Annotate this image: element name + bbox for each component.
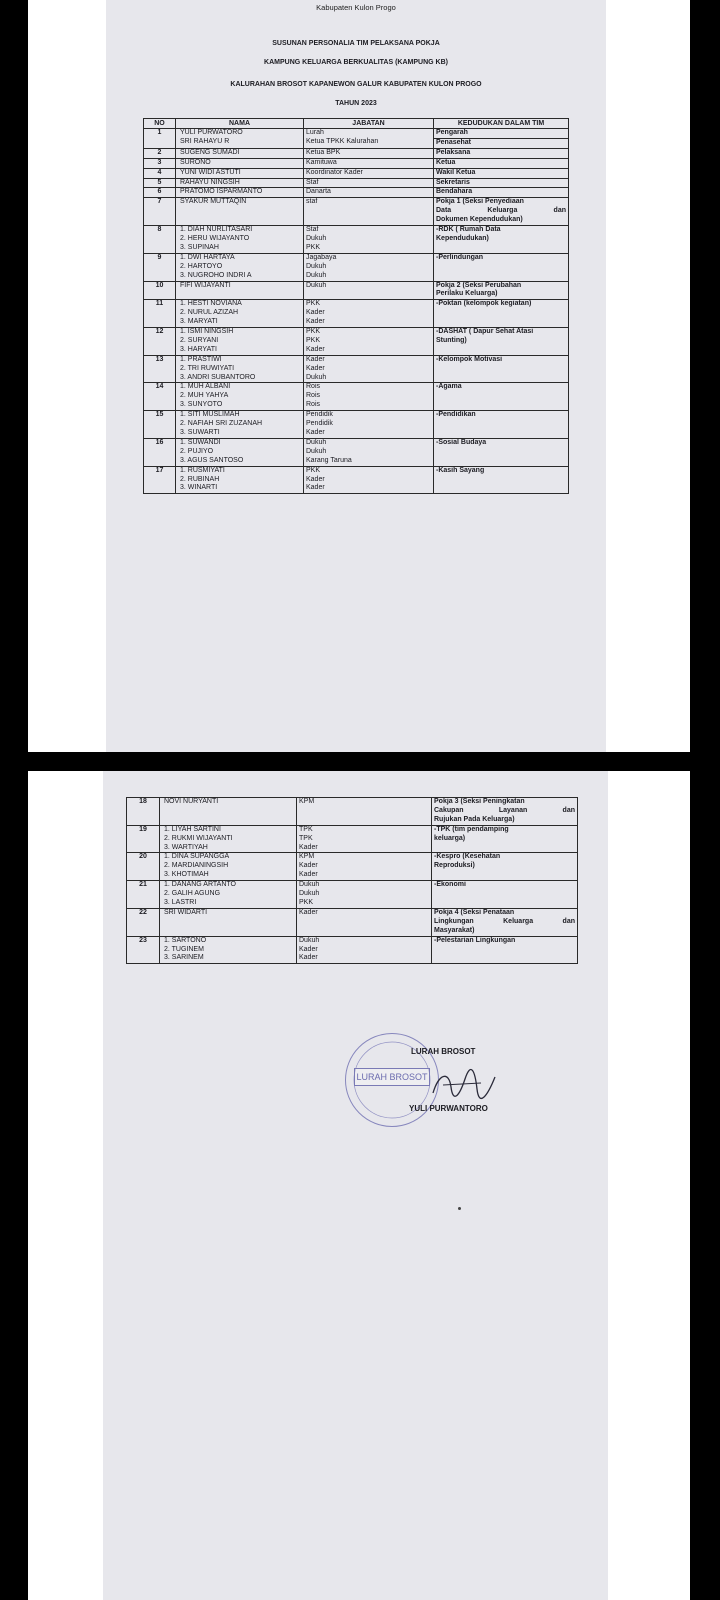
member-position: Kamituwa: [306, 158, 337, 166]
document-page-2: [28, 771, 690, 1600]
table-row: [144, 383, 569, 411]
member-position: Kader: [306, 309, 325, 317]
team-role: Pokja 4 (Seksi Penataan: [434, 908, 515, 916]
member-position: Karang Taruna: [306, 456, 352, 464]
member-name: 1. DIAH NURLITASARI: [180, 226, 253, 234]
member-name: 1. DANANG ARTANTO: [164, 881, 236, 889]
team-role: Pokja 3 (Seksi Peningkatan: [434, 798, 525, 805]
member-position: Dukuh: [306, 281, 327, 289]
member-name-cell: [160, 881, 297, 909]
table-row: [144, 355, 569, 383]
team-role-cell: [432, 881, 578, 909]
member-name-cell: [176, 148, 304, 158]
member-name-cell: [176, 466, 304, 494]
table-row: [127, 798, 578, 826]
member-position: KPM: [299, 853, 315, 861]
member-name: 3. HARYATI: [180, 345, 217, 353]
member-position: Koordinator Kader: [306, 168, 363, 176]
member-position: Staf: [306, 178, 319, 186]
row-number: 17: [144, 466, 176, 494]
member-position-cell: [297, 825, 432, 853]
member-position: Kader: [306, 429, 325, 436]
member-position: PKK: [306, 328, 321, 336]
member-name-cell: [176, 281, 304, 300]
table-row: [144, 158, 569, 168]
member-name: 3. MARYATI: [180, 318, 218, 326]
member-name: 2. NURUL AZIZAH: [180, 309, 239, 317]
member-name-cell: [176, 438, 304, 466]
paper-sheet-1: [106, 0, 606, 752]
team-role: -Perlindungan: [436, 253, 484, 261]
member-name-cell: [176, 129, 304, 149]
member-position: KPM: [299, 798, 315, 805]
table-row: [144, 281, 569, 300]
member-position: PKK: [306, 466, 321, 474]
member-name-cell: [176, 383, 304, 411]
row-number: 7: [144, 198, 176, 226]
table-body: [144, 129, 569, 494]
member-name: 1. LIYAH SARTINI: [164, 825, 221, 833]
team-role: Data Keluarga dan: [436, 207, 566, 215]
member-position: Kader: [299, 871, 318, 879]
team-role-cell: [434, 148, 569, 158]
row-number: 12: [144, 328, 176, 356]
member-position: PKK: [299, 898, 314, 906]
member-position-cell: [304, 328, 434, 356]
team-role: Ketua: [436, 158, 456, 166]
member-name: 3. ANDRI SUBANTORO: [180, 373, 256, 381]
member-position-cell: [304, 466, 434, 494]
member-name-cell: [160, 798, 297, 826]
regency-header: Kabupaten Kulon Progo: [316, 3, 396, 12]
member-name: 1. RUSMIYATI: [180, 466, 225, 474]
member-name: 3. WARTIYAH: [164, 843, 208, 851]
row-number: 9: [144, 253, 176, 281]
row-number: 22: [127, 908, 160, 936]
member-position: Rois: [306, 383, 321, 391]
member-position: Staf: [306, 226, 319, 234]
member-position-cell: [304, 300, 434, 328]
signatory-name: YULI PURWANTORO: [409, 1104, 488, 1113]
member-position: Dukuh: [299, 890, 320, 898]
member-position: Danarta: [306, 188, 331, 196]
team-role: Pokja 1 (Seksi Penyediaan: [436, 198, 524, 206]
team-role-cell: [434, 281, 569, 300]
member-position-cell: [297, 908, 432, 936]
member-position: Dukuh: [299, 881, 320, 889]
member-position-cell: [304, 383, 434, 411]
member-position: TPK: [299, 834, 313, 842]
personnel-table-1: [143, 118, 569, 494]
team-role: Kependudukan): [436, 234, 489, 242]
member-position: Dukuh: [306, 373, 327, 381]
member-position: Jagabaya: [306, 253, 337, 261]
member-position: Dukuh: [306, 271, 327, 279]
member-name: PRATOMO ISPARMANTO: [180, 188, 263, 196]
table-row: [127, 825, 578, 853]
member-position-cell: [304, 158, 434, 168]
team-role-cell: [434, 198, 569, 226]
team-role: -Ekonomi: [434, 881, 466, 889]
row-number: 23: [127, 936, 160, 964]
team-role-cell: [434, 300, 569, 328]
team-role: Bendahara: [436, 188, 473, 196]
document-location: KALURAHAN BROSOT KAPANEWON GALUR KABUPATEN KULON PROGO: [230, 81, 482, 88]
table-row: [144, 198, 569, 226]
team-role-cell: [434, 178, 569, 188]
member-position-cell: [297, 881, 432, 909]
table-row: [144, 411, 569, 439]
member-position: Kader: [299, 862, 318, 870]
member-position: Pendidik: [306, 420, 333, 428]
team-role: Dokumen Kependudukan): [436, 216, 523, 224]
team-role-cell: [434, 355, 569, 383]
team-role: -Pendidikan: [436, 411, 476, 419]
member-position: Pendidik: [306, 411, 333, 419]
member-position: PKK: [306, 300, 321, 308]
member-name: 1. SUWANDI: [180, 438, 221, 446]
column-header-no: NO: [144, 119, 176, 129]
member-name: 2. TUGINEM: [164, 945, 204, 953]
row-number: 3: [144, 158, 176, 168]
team-role-cell: [434, 328, 569, 356]
document-title: SUSUNAN PERSONALIA TIM PELAKSANA POKJA: [272, 40, 440, 47]
member-name-cell: [176, 411, 304, 439]
member-position-cell: [304, 148, 434, 158]
member-name: 2. SURYANI: [180, 336, 219, 344]
member-position: PKK: [306, 336, 321, 344]
team-role: -Kasih Sayang: [436, 466, 485, 474]
member-name: SUGENG SUMADI: [180, 148, 240, 156]
member-position: Rois: [306, 401, 321, 409]
member-position: Kader: [299, 954, 318, 962]
team-role-cell: [434, 438, 569, 466]
member-name: 2. RUBINAH: [180, 475, 220, 483]
member-name: SRI RAHAYU R: [180, 137, 230, 145]
handwritten-signature-icon: [429, 1067, 499, 1103]
table-body: [127, 798, 578, 964]
member-name: 2. TRI RUWIYATI: [180, 364, 235, 372]
column-header-nama: NAMA: [176, 119, 304, 129]
member-name: 1. DINA SUPANGGA: [164, 853, 230, 861]
signatory-title: LURAH BROSOT: [411, 1047, 476, 1056]
team-role: -Pelestarian Lingkungan: [434, 936, 516, 944]
team-role-cell: [432, 936, 578, 964]
member-name: 2. MARDIANINGSIH: [164, 862, 229, 870]
member-name: 3. SARINEM: [164, 954, 204, 962]
team-role: -TPK (tim pendamping: [434, 825, 509, 833]
member-name: 1. HESTI NOVIANA: [180, 300, 242, 308]
team-role: -Sosial Budaya: [436, 438, 487, 446]
table-row: [144, 226, 569, 254]
row-number: 13: [144, 355, 176, 383]
member-name: 2. HERU WIJAYANTO: [180, 234, 250, 242]
table-row: [144, 188, 569, 198]
member-position-cell: [304, 226, 434, 254]
team-role: Masyarakat): [434, 926, 475, 934]
member-name: 1. PRASTIWI: [180, 355, 222, 363]
member-name: 3. LASTRI: [164, 898, 197, 906]
row-number: 19: [127, 825, 160, 853]
member-name-cell: [176, 300, 304, 328]
table-row: [144, 148, 569, 158]
table-row: [144, 438, 569, 466]
member-position-cell: [304, 438, 434, 466]
member-position: Kader: [306, 345, 325, 353]
member-name-cell: [176, 158, 304, 168]
row-number: 2: [144, 148, 176, 158]
member-position-cell: [304, 411, 434, 439]
team-role-cell: [434, 188, 569, 198]
member-name: RAHAYU NINGSIH: [180, 178, 240, 186]
team-role: Pokja 2 (Seksi Perubahan: [436, 281, 522, 289]
team-role: -RDK ( Rumah Data: [436, 226, 501, 234]
team-role: Pengarah: [436, 129, 468, 136]
member-name: 2. NAFIAH SRI ZUZANAH: [180, 420, 263, 428]
member-name: 1. SITI MUSLIMAH: [180, 411, 240, 419]
member-name: 3. NUGROHO INDRI A: [180, 271, 252, 279]
member-name: 3. SUWARTI: [180, 429, 220, 436]
row-number: 21: [127, 881, 160, 909]
team-role: -DASHAT ( Dapur Sehat Atasi: [436, 328, 534, 336]
team-role-cell: [434, 383, 569, 411]
member-name: SYAKUR MUTTAQIN: [180, 198, 247, 206]
member-name: 1. SARTONO: [164, 936, 207, 944]
member-position: Dukuh: [306, 234, 327, 242]
row-number: 5: [144, 178, 176, 188]
member-name: YULI PURWATORO: [180, 129, 243, 136]
member-position: PKK: [306, 243, 321, 251]
member-position: Dukuh: [306, 438, 327, 446]
member-position: staf: [306, 198, 318, 206]
team-role-cell: [434, 411, 569, 439]
member-position-cell: [297, 798, 432, 826]
member-name: SRI WIDARTI: [164, 908, 208, 916]
member-name-cell: [160, 853, 297, 881]
row-number: 4: [144, 168, 176, 178]
team-role: keluarga): [434, 834, 466, 842]
team-role: Penasehat: [434, 138, 568, 148]
member-name: 2. MUH YAHYA: [180, 392, 229, 400]
member-name-cell: [176, 168, 304, 178]
member-position: Kader: [299, 945, 318, 953]
member-position: Dukuh: [306, 262, 327, 270]
row-number: 10: [144, 281, 176, 300]
team-role: -Kelompok Motivasi: [436, 355, 503, 363]
row-number: 18: [127, 798, 160, 826]
member-name: 3. AGUS SANTOSO: [180, 456, 244, 464]
member-name: 2. HARTOYO: [180, 262, 223, 270]
table-header-row: [144, 119, 569, 129]
member-name-cell: [176, 178, 304, 188]
row-number: 1: [144, 129, 176, 149]
table-row: [144, 168, 569, 178]
member-position: Rois: [306, 392, 321, 400]
column-header-jabatan: JABATAN: [304, 119, 434, 129]
member-name-cell: [176, 226, 304, 254]
member-position-cell: [304, 129, 434, 149]
member-name-cell: [176, 188, 304, 198]
table-row: [144, 178, 569, 188]
member-name: 2. GALIH AGUNG: [164, 890, 221, 898]
member-name: 1. MUH ALBANI: [180, 383, 231, 391]
team-role-cell: [432, 853, 578, 881]
member-position: TPK: [299, 825, 313, 833]
team-role-cell: [432, 825, 578, 853]
member-position: Kader: [306, 484, 325, 492]
member-name: 2. RUKMI WIJAYANTI: [164, 834, 233, 842]
stamp-text: LURAH BROSOT: [354, 1068, 430, 1086]
member-name: 3. KHOTIMAH: [164, 871, 209, 879]
member-name-cell: [176, 253, 304, 281]
team-role: Cakupan Layanan dan: [434, 806, 575, 814]
team-role: Stunting): [436, 336, 467, 344]
table-row: [144, 129, 569, 149]
column-header-kedudukan: KEDUDUKAN DALAM TIM: [434, 119, 569, 129]
team-role: -Kespro (Kesehatan: [434, 853, 501, 861]
member-position: Lurah: [306, 129, 324, 136]
row-number: 20: [127, 853, 160, 881]
member-position-cell: [304, 198, 434, 226]
paper-speck: [458, 1207, 461, 1210]
team-role-cell: [434, 466, 569, 494]
paper-sheet-2: [103, 771, 608, 1600]
document-year: TAHUN 2023: [335, 100, 377, 107]
member-name: SURONO: [180, 158, 211, 166]
table-row: [127, 936, 578, 964]
member-position: Kader: [306, 364, 325, 372]
table-row: [144, 466, 569, 494]
member-name-cell: [176, 355, 304, 383]
team-role: Wakil Ketua: [436, 168, 476, 176]
table-row: [127, 881, 578, 909]
member-position-cell: [304, 178, 434, 188]
team-role: Sekretaris: [436, 178, 470, 186]
member-position-cell: [297, 936, 432, 964]
personnel-table-2: [126, 797, 578, 964]
member-position-cell: [304, 168, 434, 178]
member-position-cell: [304, 281, 434, 300]
member-name: YUNI WIDI ASTUTI: [180, 168, 241, 176]
member-position: Ketua TPKK Kalurahan: [306, 137, 379, 145]
team-role-cell: [432, 908, 578, 936]
member-name: NOVI NURYANTI: [164, 798, 219, 805]
team-role-cell: [432, 798, 578, 826]
team-role: Perilaku Keluarga): [436, 290, 498, 298]
row-number: 15: [144, 411, 176, 439]
table-row: [144, 253, 569, 281]
team-role-cell: [434, 253, 569, 281]
member-name: 3. SUNYOTO: [180, 401, 223, 409]
table-row: [144, 300, 569, 328]
member-name-cell: [176, 198, 304, 226]
member-name: 1. ISMI NINGSIH: [180, 328, 234, 336]
member-position: Dukuh: [299, 936, 320, 944]
member-position: Kader: [306, 475, 325, 483]
team-role: Lingkungan Keluarga dan: [434, 917, 575, 925]
row-number: 14: [144, 383, 176, 411]
row-number: 16: [144, 438, 176, 466]
team-role-cell: [434, 226, 569, 254]
member-position: Kader: [299, 908, 318, 916]
team-role-cell: [434, 158, 569, 168]
member-name: 2. PUJIYO: [180, 447, 214, 455]
row-number: 6: [144, 188, 176, 198]
row-number: 8: [144, 226, 176, 254]
member-name: 3. WINARTI: [180, 484, 218, 492]
member-name-cell: [160, 825, 297, 853]
member-position: Kader: [306, 318, 325, 326]
team-role: -Poktan (kelompok kegiatan): [436, 300, 532, 308]
member-name-cell: [160, 936, 297, 964]
member-position: Kader: [299, 843, 318, 851]
member-name-cell: [176, 328, 304, 356]
member-position-cell: [304, 253, 434, 281]
member-position: Kader: [306, 355, 325, 363]
table-row: [127, 853, 578, 881]
member-name: FIFI WIJAYANTI: [180, 281, 231, 289]
team-role-cell: [434, 129, 569, 149]
table-row: [127, 908, 578, 936]
member-name: 1. DWI HARTAYA: [180, 253, 235, 261]
member-position: Dukuh: [306, 447, 327, 455]
team-role-cell: [434, 168, 569, 178]
team-role: Pelaksana: [436, 148, 471, 156]
member-name: 3. SUPINAH: [180, 243, 219, 251]
member-name-cell: [160, 908, 297, 936]
row-number: 11: [144, 300, 176, 328]
member-position: Ketua BPK: [306, 148, 341, 156]
table-row: [144, 328, 569, 356]
team-role: Rujukan Pada Keluarga): [434, 815, 515, 823]
team-role: -Agama: [436, 383, 462, 391]
document-subtitle: KAMPUNG KELUARGA BERKUALITAS (KAMPUNG KB): [264, 59, 448, 66]
member-position-cell: [304, 188, 434, 198]
team-role: Reproduksi): [434, 862, 475, 870]
member-position-cell: [297, 853, 432, 881]
document-page-1: [28, 0, 690, 752]
member-position-cell: [304, 355, 434, 383]
